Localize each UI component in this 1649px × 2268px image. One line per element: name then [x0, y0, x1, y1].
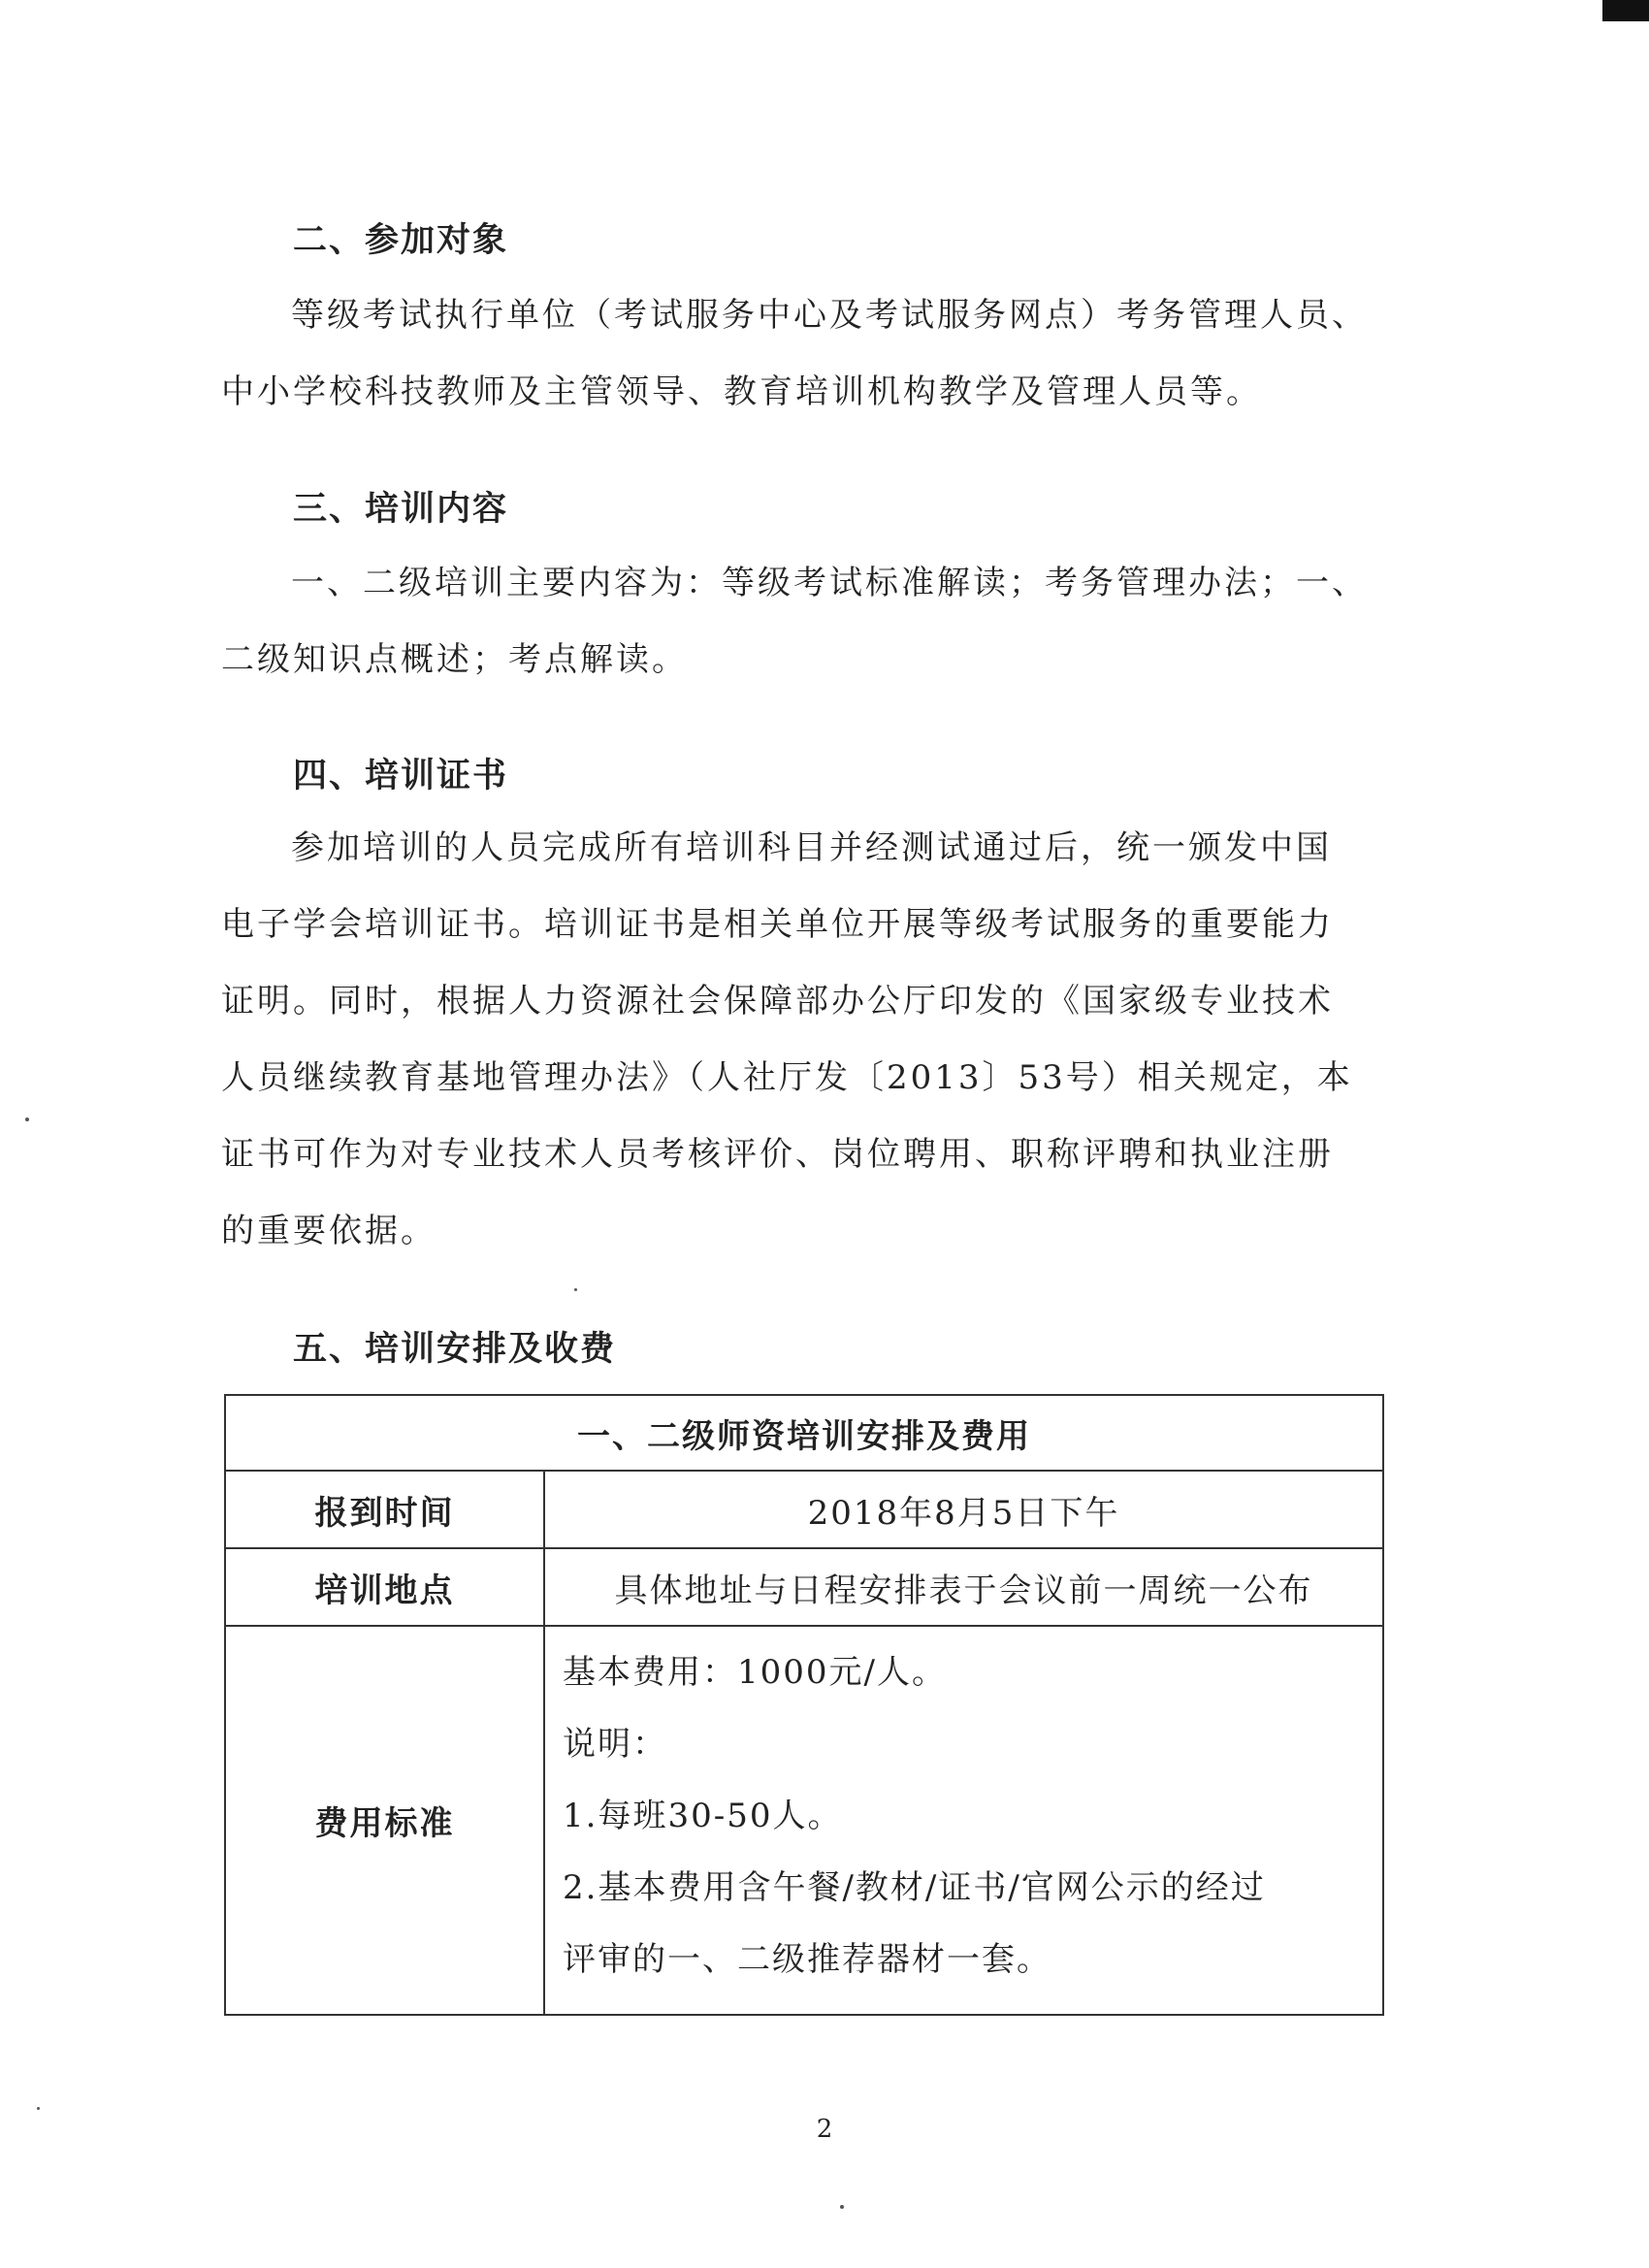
scan-speck: [574, 1288, 577, 1291]
fee-line: 说明：: [563, 1725, 667, 1764]
paragraph-line: 参加培训的人员完成所有培训科目并经测试通过后，统一颁发中国: [291, 828, 1332, 867]
table-title: 一、二级师资培训安排及费用: [225, 1395, 1383, 1471]
fee-line: 评审的一、二级推荐器材一套。: [563, 1940, 1051, 1979]
table-row: [225, 1548, 1383, 1626]
paragraph-line: 的重要依据。: [221, 1212, 436, 1250]
fee-line: 基本费用：1000元/人。: [563, 1653, 947, 1692]
section-heading-content: 三、培训内容: [293, 490, 509, 529]
paragraph-line: 证书可作为对专业技术人员考核评价、岗位聘用、职称评聘和执业注册: [221, 1135, 1334, 1174]
report-time-value: 2018年8月5日下午: [544, 1471, 1383, 1548]
section-heading-participants: 二、参加对象: [293, 221, 509, 260]
section-body-participants: [221, 277, 1390, 431]
scan-speck: [25, 1118, 29, 1121]
paragraph-line: 电子学会培训证书。培训证书是相关单位开展等级考试服务的重要能力: [221, 905, 1334, 944]
page-number: 2: [816, 2115, 833, 2144]
section-body-content: [221, 545, 1390, 698]
table-row: [225, 1626, 1383, 2015]
paragraph-line: 等级考试执行单位（考试服务中心及考试服务网点）考务管理人员、: [291, 296, 1368, 335]
scan-edge-mark: [1602, 0, 1649, 21]
arrangement-table: [224, 1394, 1384, 2016]
paragraph-line: 一、二级培训主要内容为：等级考试标准解读；考务管理办法；一、: [291, 564, 1368, 602]
paragraph-line: 人员继续教育基地管理办法》（人社厅发〔2013〕53号）相关规定，本: [221, 1058, 1353, 1097]
location-label: 培训地点: [225, 1548, 544, 1626]
location-value: 具体地址与日程安排表于会议前一周统一公布: [544, 1548, 1383, 1626]
fee-line: 1.每班30-50人。: [563, 1797, 843, 1835]
scan-speck: [37, 2107, 40, 2110]
fee-details: [544, 1626, 1383, 2015]
paragraph-line: 证明。同时，根据人力资源社会保障部办公厅印发的《国家级专业技术: [221, 982, 1334, 1021]
paragraph-line: 二级知识点概述；考点解读。: [221, 640, 688, 679]
report-time-label: 报到时间: [225, 1471, 544, 1548]
section-body-certificate: [221, 810, 1390, 1270]
section-heading-arrangement: 五、培训安排及收费: [293, 1330, 617, 1369]
paragraph-line: 中小学校科技教师及主管领导、教育培训机构教学及管理人员等。: [221, 373, 1262, 411]
table-row: [225, 1471, 1383, 1548]
section-heading-certificate: 四、培训证书: [293, 757, 509, 795]
fee-line: 2.基本费用含午餐/教材/证书/官网公示的经过: [563, 1868, 1266, 1907]
scan-speck: [840, 2205, 844, 2209]
fee-label: 费用标准: [225, 1626, 544, 2015]
